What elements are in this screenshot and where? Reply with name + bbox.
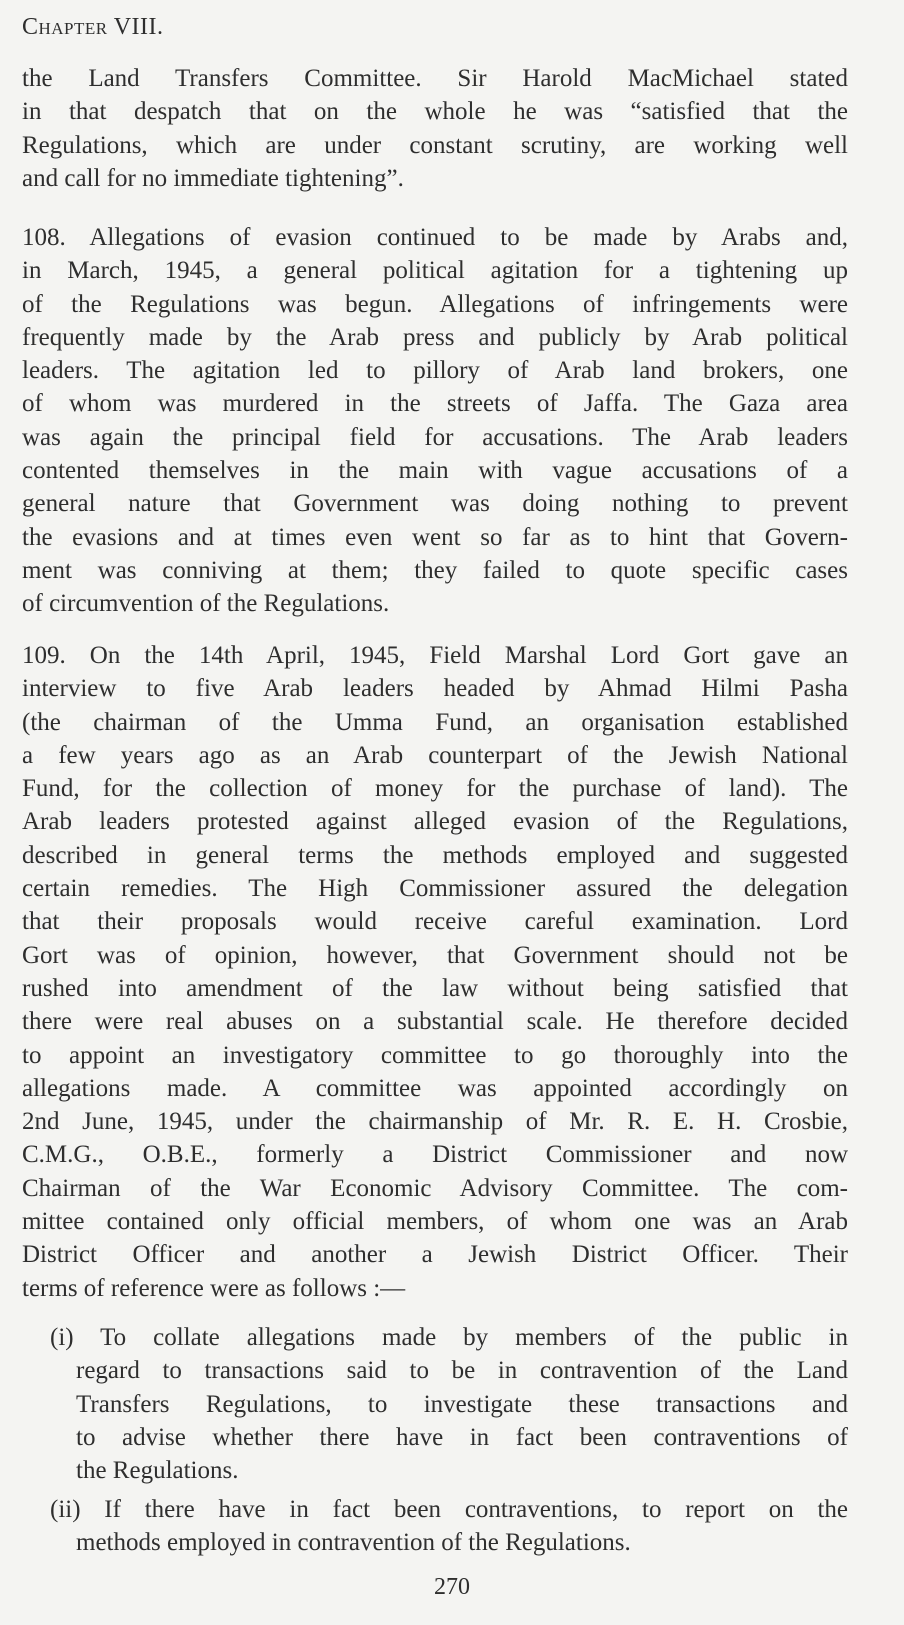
page-number: 270	[434, 1574, 470, 1600]
text-line: C.M.G., O.B.E., formerly a District Commissioner and now	[22, 1141, 848, 1169]
text-line: Arab leaders protested against alleged evasion of the Regulations,	[22, 808, 848, 836]
terms-item-ii	[22, 1493, 848, 1560]
text-line: regard to transactions said to be in contravention of the Land	[76, 1357, 848, 1385]
text-line: terms of reference were as follows :—	[22, 1274, 406, 1302]
text-line: to advise whether there have in fact been contraventions of	[76, 1423, 848, 1451]
text-line: 109. On the 14th April, 1945, Field Marshal Lord Gort gave an	[22, 642, 848, 669]
text-line: in March, 1945, a general political agitation for a tightening up	[22, 257, 848, 285]
text-line: of the Regulations was begun. Allegations of infringements were	[22, 290, 848, 318]
paragraph-108	[22, 221, 848, 621]
text-line: Transfers Regulations, to investigate these transactions and	[76, 1390, 848, 1418]
terms-item-i	[22, 1321, 848, 1487]
text-line: was again the principal field for accusations. The Arab leaders	[22, 423, 848, 451]
chapter-header: Chapter VIII.	[22, 14, 164, 40]
text-line: 108. Allegations of evasion continued to be made by Arabs and,	[22, 224, 848, 251]
text-line: that their proposals would receive careful examination. Lord	[22, 908, 848, 936]
paragraph-109	[22, 639, 848, 1305]
text-line: allegations made. A committee was appointed accordingly on	[22, 1074, 848, 1102]
text-line: Gort was of opinion, however, that Government should not be	[22, 941, 848, 969]
text-line: Regulations, which are under constant scrutiny, are working well	[22, 131, 848, 159]
text-line: general nature that Government was doing nothing to prevent	[22, 490, 848, 518]
text-line: (the chairman of the Umma Fund, an organisation established	[22, 708, 848, 736]
text-line: methods employed in contravention of the Regulations.	[76, 1529, 631, 1557]
text-line: to appoint an investigatory committee to go thoroughly into the	[22, 1041, 848, 1069]
text-line: there were real abuses on a substantial scale. He therefore decided	[22, 1008, 848, 1036]
text-line: frequently made by the Arab press and publicly by Arab political	[22, 323, 848, 351]
text-line: contented themselves in the main with vague accusations of a	[22, 457, 848, 485]
text-line: interview to five Arab leaders headed by Ahmad Hilmi Pasha	[22, 675, 848, 703]
text-line: Fund, for the collection of money for the purchase of land). The	[22, 775, 848, 803]
text-line: a few years ago as an Arab counterpart of the Jewish National	[22, 741, 848, 769]
paragraph-continuation	[22, 62, 848, 195]
text-line: leaders. The agitation led to pillory of Arab land brokers, one	[22, 357, 848, 385]
text-line: (ii) If there have in fact been contraventions, to report on the	[50, 1496, 848, 1523]
text-line: and call for no immediate tightening”.	[22, 164, 404, 192]
text-line: described in general terms the methods employed and suggested	[22, 841, 848, 869]
text-line: (i) To collate allegations made by members of the public in	[50, 1324, 848, 1351]
text-line: District Officer and another a Jewish District Officer. Their	[22, 1241, 848, 1269]
text-line: of circumvention of the Regulations.	[22, 590, 390, 618]
text-line: in that despatch that on the whole he was “satisfied that the	[22, 98, 848, 126]
text-line: mittee contained only official members, of whom one was an Arab	[22, 1208, 848, 1236]
text-line: the evasions and at times even went so far as to hint that Govern-	[22, 523, 848, 551]
text-line: rushed into amendment of the law without being satisfied that	[22, 974, 848, 1002]
text-line: of whom was murdered in the streets of Jaffa. The Gaza area	[22, 390, 848, 418]
text-line: ment was conniving at them; they failed to quote specific cases	[22, 556, 848, 584]
text-line: the Land Transfers Committee. Sir Harold MacMichael stated	[22, 65, 848, 92]
text-line: certain remedies. The High Commissioner assured the delegation	[22, 875, 848, 903]
text-line: the Regulations.	[76, 1457, 239, 1485]
text-line: Chairman of the War Economic Advisory Committee. The com-	[22, 1174, 848, 1202]
text-line: 2nd June, 1945, under the chairmanship of Mr. R. E. H. Crosbie,	[22, 1108, 848, 1136]
